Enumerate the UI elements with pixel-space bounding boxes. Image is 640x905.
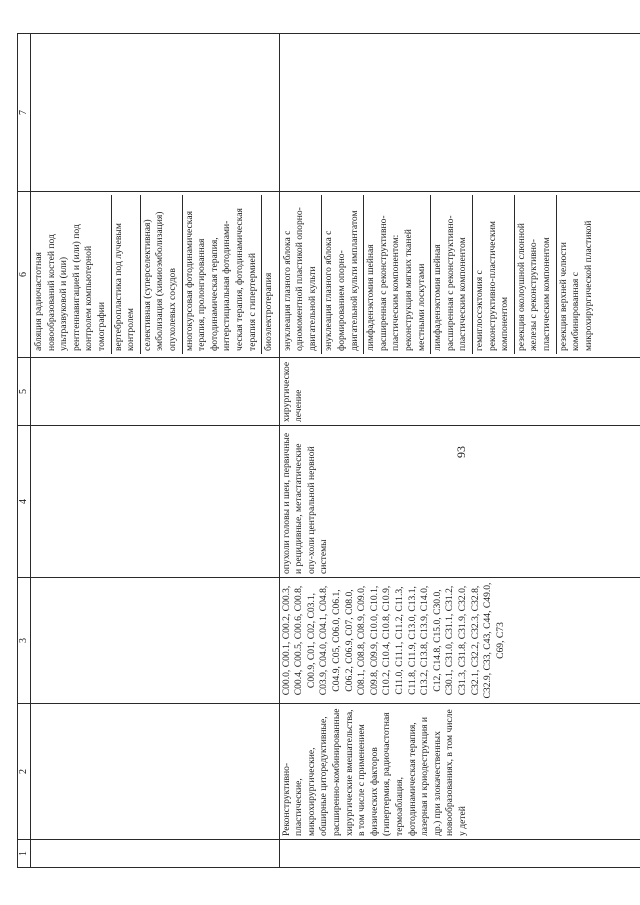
row-number-cell (279, 840, 640, 868)
column-number-row (18, 34, 31, 868)
treatment-type-cell: хирургическое лечение (279, 358, 640, 426)
tariff-cell (279, 34, 640, 192)
method-item: вертебропластика под лучевым контролем (112, 195, 141, 354)
page-number: 93 (454, 446, 468, 458)
method-item: биоэлектротерапия (263, 272, 275, 351)
treatment-type-cell (31, 358, 280, 426)
model-cell: Реконструктивно-пластические, микрохирургические, обширные циторедуктивные, расширенно-комбинированные хирургические вмешательства, в том числе с применением физических факторов (гипертермия, радиочастотная термоаблация, фотодинамическая терапия, лазерная и криодеструкция и др.) при злокачественных новообразованиях, в том числе у детей (279, 704, 640, 840)
continuation-row (31, 34, 280, 868)
method-item: гемиглоссэктомия с реконструктивно-пластическим компонентом (473, 195, 515, 354)
procedures-table (17, 33, 640, 868)
method-item: лимфаденэктомия шейная расширенная с реконструктивно-пластическим компонентом (431, 195, 473, 354)
column-number: 1 (18, 840, 31, 868)
methods-cell (279, 192, 640, 358)
tariff-cell (31, 34, 280, 192)
method-item: селективная (суперселективная) эмболизация (химиоэмболизация) опухолевых сосудов (141, 195, 183, 354)
method-item: энуклеация глазного яблока с одномоментной пластикой опорно-двигательной культи (281, 195, 323, 354)
method-item: абляция радиочастотная новообразований костей под ультразвуковой и (или) рентгеннавигацией и (или) под контролем компьютерной томографии (32, 195, 112, 354)
pathology-cell: опухоли головы и шеи, первичные и рецидивные, метастатические опу-холи центральной нервной системы (279, 426, 640, 578)
pathology-cell (31, 426, 280, 578)
method-item: резекция верхней челюсти комбинированная с микрохирургической пластикой (557, 220, 594, 351)
model-cell (31, 704, 280, 840)
column-number: 4 (18, 426, 31, 578)
column-number: 2 (18, 704, 31, 840)
methods-cell (31, 192, 280, 358)
column-number: 3 (18, 578, 31, 704)
column-number: 7 (18, 34, 31, 192)
codes-cell (31, 578, 280, 704)
row-number-cell (31, 840, 280, 868)
method-item: резекция околоушной слюнной железы с реконструктивно-пластическим компонентом (515, 195, 557, 354)
codes-cell: С00.0, С00.1, С00.2, С00.3, С00.4, С00.5, С00.6, С00.8, С00.9, С01, С02, С03.1, С03.9, С04.0, С04.1, С04.8, С04.9, С05, С06.0, С06.1, С06.2, С06.9, С07, С08.0, С08.1, С08.8, С08.9, С09.0, С09.8, С09.9, С10.0, С10.1, С10.2, С10.4, С10.8, С10.9, С11.0, С11.1, С11.2, С11.3, С11.8, С11.9, С13.0, С13.1, С13.2, С13.8, С13.9, С14.0, С12, С14.8, С15.0, С30.0, С30.1, С31.0, С31.1, С31.2, С31.3, С31.8, С31.9, С32.0, С32.1, С32.2, С32.3, С32.8, С32.9, С33, С43, С44, С49.0, С69, С73 (279, 578, 640, 704)
method-item: энуклеация глазного яблока с формированием опорно-двигательной культи имплантатом (322, 195, 364, 354)
method-item: многокурсовая фотодинамическая терапия, пролонгированная фотодинамическая терапия, интерстициальная фотодинами-ческая терапия, фотодинамическая терапия с гипертермией (183, 195, 263, 354)
column-number: 6 (18, 192, 31, 358)
method-item: лимфаденэктомия шейная расширенная с реконструктивно-пластическим компонентом: реконструкция мягких тканей местными лоскутами (364, 195, 431, 354)
column-number: 5 (18, 358, 31, 426)
